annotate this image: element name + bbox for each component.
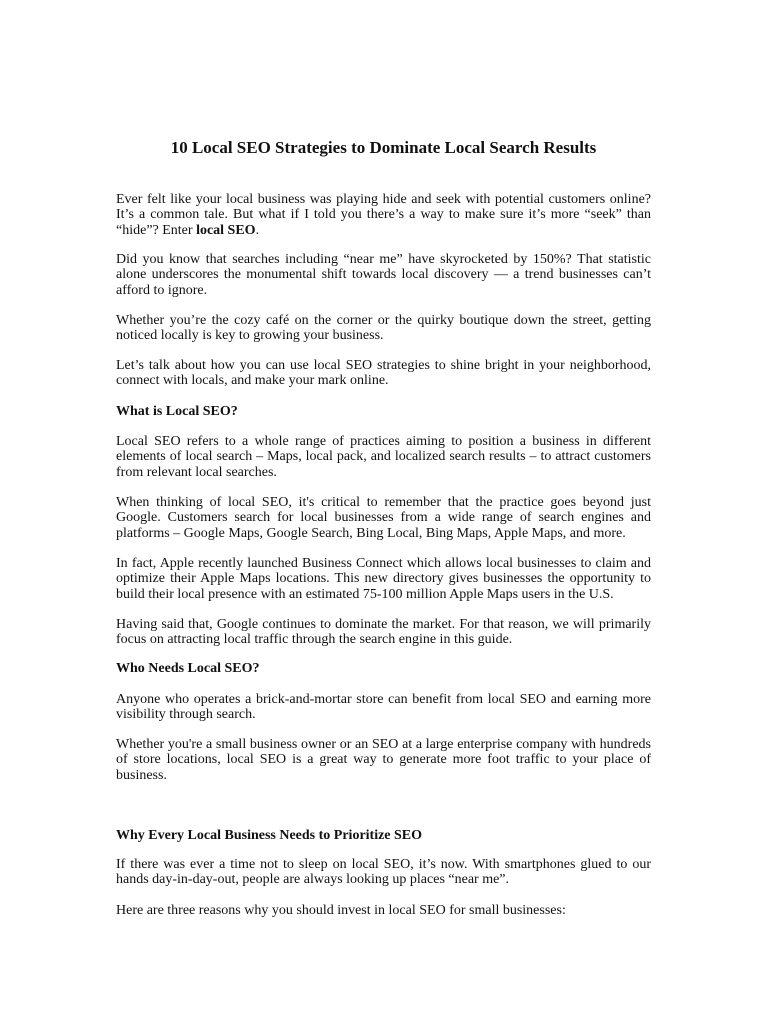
intro-paragraph [116,192,651,238]
paragraph-small-business-owner: Whether you're a small business owner or an SEO at a large enterprise company with hundreds of store locations, local SEO is a great way to generate more foot traffic to your place of business. [116,737,651,783]
paragraph-cozy-cafe: Whether you’re the cozy café on the corner or the quirky boutique down the street, getting noticed locally is key to growing your business. [116,313,651,344]
paragraph-smartphones: If there was ever a time not to sleep on local SEO, it’s now. With smartphones glued to our hands day-in-day-out, people are always looking up places “near me”. [116,857,651,888]
heading-why-prioritize-seo: Why Every Local Business Needs to Prioritize SEO [116,828,423,843]
heading-what-is-local-seo: What is Local SEO? [116,404,238,419]
paragraph-near-me-stat: Did you know that searches including “near me” have skyrocketed by 150%? That statistic alone underscores the monumental shift towards local discovery — a trend businesses can’t afford to ignore. [116,252,651,298]
paragraph-lets-talk: Let’s talk about how you can use local SEO strategies to shine bright in your neighborhood, connect with locals, and make your mark online. [116,358,651,389]
intro-text-end: . [255,222,260,238]
paragraph-brick-and-mortar: Anyone who operates a brick-and-mortar store can benefit from local SEO and earning more visibility through search. [116,692,651,723]
paragraph-three-reasons: Here are three reasons why you should invest in local SEO for small businesses: [116,903,566,918]
paragraph-apple-business-connect: In fact, Apple recently launched Business Connect which allows local businesses to claim and optimize their Apple Maps locations. This new directory gives businesses the opportunity to build their local presence with an estimated 75-100 million Apple Maps users in the U.S. [116,556,651,602]
intro-text: Ever felt like your local business was playing hide and seek with potential customers online? It’s a common tale. But what if I told you there’s a way to make sure it’s more “seek” than “hide”? Enter [116,192,651,238]
paragraph-beyond-google: When thinking of local SEO, it's critical to remember that the practice goes beyond just Google. Customers search for local businesses from a wide range of search engines and platforms – Google Maps, Google Search, Bing Local, Bing Maps, Apple Maps, and more. [116,495,651,541]
document-title: 10 Local SEO Strategies to Dominate Local Search Results [170,138,597,157]
paragraph-local-seo-definition: Local SEO refers to a whole range of practices aiming to position a business in different elements of local search – Maps, local pack, and localized search results – to attract customers from relevant local searches. [116,434,651,480]
heading-who-needs-local-seo: Who Needs Local SEO? [116,661,260,676]
paragraph-google-dominates: Having said that, Google continues to dominate the market. For that reason, we will primarily focus on attracting local traffic through the search engine in this guide. [116,617,651,648]
local-seo-emphasis: local SEO [196,222,256,238]
